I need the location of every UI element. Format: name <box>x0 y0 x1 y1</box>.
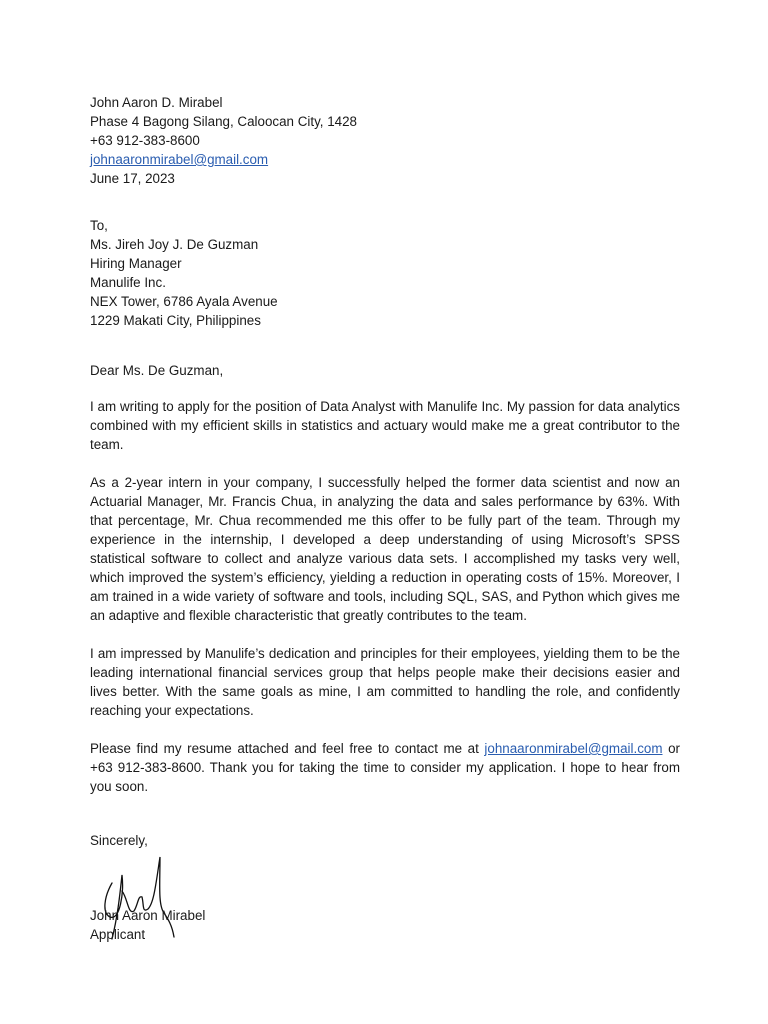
recipient-name: Ms. Jireh Joy J. De Guzman <box>90 237 259 252</box>
recipient-company: Manulife Inc. <box>90 275 166 290</box>
closing-sincerely: Sincerely, <box>90 833 148 848</box>
signature-block <box>90 906 390 944</box>
recipient-address-line2: 1229 Makati City, Philippines <box>90 313 261 328</box>
recipient-address-line1: NEX Tower, 6786 Ayala Avenue <box>90 294 278 309</box>
recipient-title: Hiring Manager <box>90 256 182 271</box>
p4-text-mid: or <box>662 741 680 756</box>
sender-phone: +63 912-383-8600 <box>90 133 200 148</box>
sender-address: Phase 4 Bagong Silang, Caloocan City, 1428 <box>90 114 358 129</box>
p4-phone: +63 912-383-8600 <box>90 760 202 775</box>
body-paragraph-1: I am writing to apply for the position of Data Analyst with Manulife Inc. My passion for data analytics combined with my efficient skills in statistics and actuary would make me a great contributor to the team. <box>90 399 680 452</box>
signer-name: John Aaron Mirabel <box>90 908 206 923</box>
p4-text-pre: Please find my resume attached and feel free to contact me at <box>90 741 485 756</box>
p4-text-post: . Thank you for taking the time to consider my application. I hope to hear from you soon. <box>90 760 681 794</box>
signer-role: Applicant <box>90 927 146 942</box>
letter-date: June 17, 2023 <box>90 171 175 186</box>
body-paragraph-2: As a 2-year intern in your company, I successfully helped the former data scientist and now an Actuarial Manager, Mr. Francis Chua, in analyzing the data and sales performance by 63%. With that percentage, Mr. Chua recommended me this offer to be fully part of the team. Through my experience in the internship, I developed a deep understanding of using Microsoft’s SPSS statistical software to collect and analyze various data sets. I accomplished my tasks very well, which improved the system’s efficiency, yielding a reduction in operating costs of 15%. Moreover, I am trained in a wide variety of software and tools, including SQL, SAS, and Python which gives me an adaptive and flexible characteristic that greatly contributes to the team. <box>90 475 680 623</box>
closing-block <box>90 831 390 850</box>
sender-block <box>90 93 680 188</box>
recipient-block <box>90 216 680 330</box>
sender-name: John Aaron D. Mirabel <box>90 95 223 110</box>
letter-body <box>90 93 680 815</box>
recipient-to: To, <box>90 218 108 233</box>
body-paragraph-3: I am impressed by Manulife’s dedication and principles for their employees, yielding them to be the leading international financial services group that helps people make their decisions easier and lives better. With the same goals as mine, I am committed to handling the role, and confidently reaching your expectations. <box>90 646 680 718</box>
p4-email-link[interactable]: johnaaronmirabel@gmail.com <box>484 741 663 756</box>
body-paragraph-4 <box>90 739 680 796</box>
sender-email-link[interactable]: johnaaronmirabel@gmail.com <box>90 152 269 167</box>
salutation: Dear Ms. De Guzman, <box>90 363 224 378</box>
